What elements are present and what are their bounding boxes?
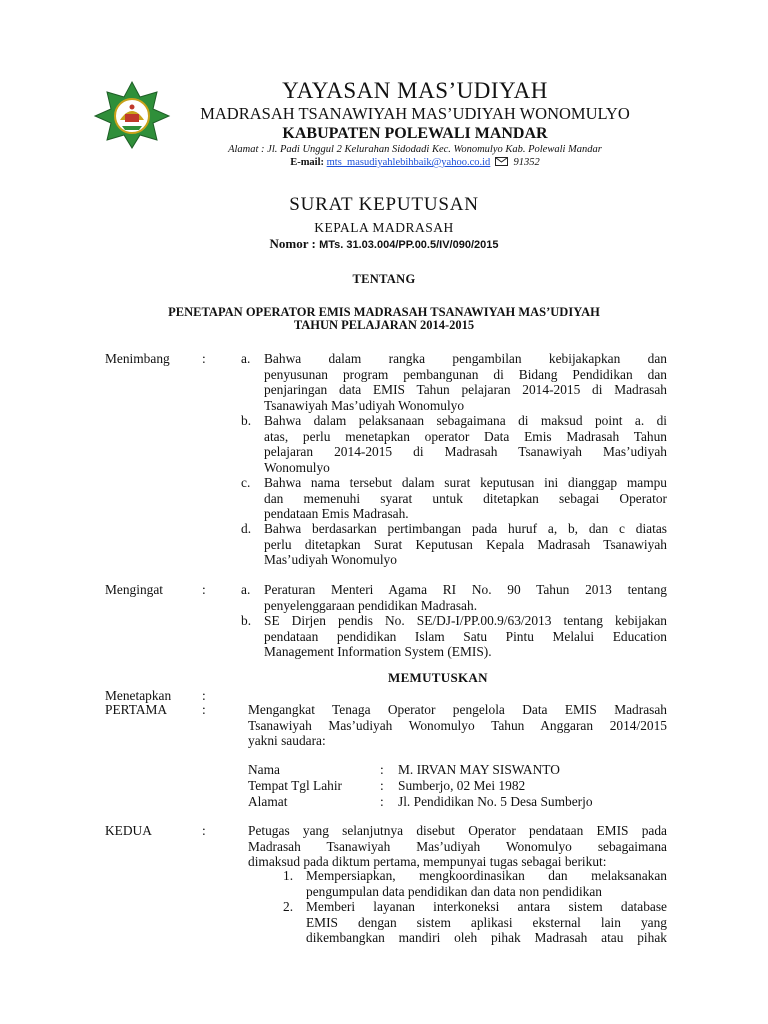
kedua-text <box>248 823 667 870</box>
mengingat-letter-a: a. <box>241 582 251 597</box>
text-line: dikembangkan mandiri oleh pihak Madrasah atau pihak <box>306 930 667 946</box>
menimbang-item-c <box>264 475 667 522</box>
mengingat-letter-b: b. <box>241 613 252 628</box>
text-line: Madrasah Tsanawiyah Mas’udiyah Wonomulyo sebagaimana <box>248 838 667 854</box>
number-value: MTs. 31.03.004/PP.00.5/IV/090/2015 <box>319 239 499 251</box>
subject-line-2: TAHUN PELAJARAN 2014-2015 <box>293 318 475 332</box>
text-line: Bahwa nama tersebut dalam surat keputusan ini dianggap mampu <box>264 475 667 490</box>
field-value-ttl: Sumberjo, 02 Mei 1982 <box>398 778 526 793</box>
school-address: Alamat : Jl. Padi Unggul 2 Kelurahan Sidodadi Kec. Wonomulyo Kab. Polewali Mandar <box>228 144 602 155</box>
text-line: SE Dirjen pendis No. SE/DJ-I/PP.00.9/63/2013 tentang kebijakan <box>264 613 667 628</box>
document-title: SURAT KEPUTUSAN <box>289 194 479 215</box>
menimbang-letter-c: c. <box>241 475 251 490</box>
subject-line-1: PENETAPAN OPERATOR EMIS MADRASAH TSANAWIYAH MAS’UDIYAH <box>168 305 600 319</box>
mengingat-item-b <box>264 613 667 660</box>
mengingat-colon: : <box>202 582 206 597</box>
field-label-alamat: Alamat <box>248 794 288 809</box>
menimbang-letter-d: d. <box>241 521 252 536</box>
task-1 <box>306 868 667 899</box>
text-line: penyelenggaraan pendidikan Madrasah. <box>264 597 478 613</box>
text-line: pelajaran 2014-2015 di Madrasah Tsanawiyah Mas’udiyah <box>264 444 667 460</box>
menimbang-item-d <box>264 521 667 568</box>
mengingat-label: Mengingat <box>105 582 164 597</box>
menimbang-label: Menimbang <box>105 351 170 366</box>
text-line: penjaringan data EMIS Tahun pelajaran 2014-2015 di Madrasah <box>264 382 667 398</box>
school-name: MADRASAH TSANAWIYAH MAS’UDIYAH WONOMULYO <box>200 104 630 123</box>
task-number-1: 1. <box>283 868 294 883</box>
task-number-2: 2. <box>283 899 294 914</box>
text-line: pendataan pendidikan Islam Satu Pintu Melalui Education <box>264 628 667 644</box>
pertama-label: PERTAMA <box>105 702 168 717</box>
kedua-label: KEDUA <box>105 823 152 838</box>
menimbang-letter-b: b. <box>241 413 252 428</box>
text-line: atas, perlu menetapkan operator Data Emis Madrasah Tahun <box>264 428 667 444</box>
text-line: dimaksud pada diktum pertama, mempunyai tugas sebagai berikut: <box>248 854 607 870</box>
text-line: Bahwa dalam rangka pengambilan kebijakapkan dan <box>264 351 667 366</box>
text-line: penyusunan program pembangunan di Bidang Pendidikan dan <box>264 366 667 382</box>
document-number <box>0 236 768 254</box>
text-line: Peraturan Menteri Agama RI No. 90 Tahun 2013 tentang <box>264 582 667 597</box>
text-line: Management Information System (EMIS). <box>264 644 492 660</box>
text-line: pengumpulan data pendidikan dan data non pendidikan <box>306 883 602 899</box>
text-line: perlu ditetapkan Surat Keputusan Kepala Madrasah Tsanawiyah <box>264 536 667 552</box>
contact-line <box>150 156 680 169</box>
text-line: yakni saudara: <box>248 733 326 749</box>
text-line: Memberi layanan interkoneksi antara sistem database <box>306 899 667 914</box>
menimbang-letter-a: a. <box>241 351 251 366</box>
email-link[interactable]: mts_masudiyahlebihbaik@yahoo.co.id <box>326 157 491 168</box>
menimbang-item-a <box>264 351 667 413</box>
field-colon: : <box>380 778 384 793</box>
envelope-icon <box>495 157 508 166</box>
menimbang-colon: : <box>202 351 206 366</box>
field-colon: : <box>380 762 384 777</box>
text-line: Bahwa berdasarkan pertimbangan pada huruf a, b, dan c diatas <box>264 521 667 536</box>
task-2 <box>306 899 667 946</box>
email-label: E-mail: <box>290 157 325 168</box>
pertama-colon: : <box>202 702 206 717</box>
text-line: Petugas yang selanjutnya disebut Operator pendataan EMIS pada <box>248 823 667 838</box>
menimbang-item-b <box>264 413 667 475</box>
foundation-name: YAYASAN MAS’UDIYAH <box>282 78 548 103</box>
tentang-heading: TENTANG <box>352 272 416 286</box>
document-issuer: KEPALA MADRASAH <box>314 220 454 235</box>
text-line: Tsanawiyah Mas’udiyah Wonomulyo <box>264 397 465 413</box>
text-line: dan memenuhi syarat untuk ditetapkan sebagai Operator <box>264 490 667 506</box>
number-label: Nomor : <box>269 236 316 251</box>
text-line: Wonomulyo <box>264 459 330 475</box>
text-line: Mengangkat Tenaga Operator pengelola Data EMIS Madrasah <box>248 702 667 717</box>
menetapkan-colon: : <box>202 688 206 703</box>
text-line: EMIS dengan sistem aplikasi eksternal lain yang <box>306 914 667 930</box>
field-value-alamat: Jl. Pendidikan No. 5 Desa Sumberjo <box>398 794 593 809</box>
memutuskan-heading: MEMUTUSKAN <box>388 670 488 685</box>
text-line: Mas’udiyah Wonomulyo <box>264 552 397 568</box>
kedua-colon: : <box>202 823 206 838</box>
text-line: pendataan Emis Madrasah. <box>264 506 409 522</box>
field-label-ttl: Tempat Tgl Lahir <box>248 778 343 793</box>
field-colon: : <box>380 794 384 809</box>
regency-name: KABUPATEN POLEWALI MANDAR <box>282 125 548 142</box>
text-line: Bahwa dalam pelaksanaan sebagaimana di maksud point a. di <box>264 413 667 428</box>
mengingat-item-a <box>264 582 667 613</box>
menetapkan-label: Menetapkan <box>105 688 172 703</box>
field-value-nama: M. IRVAN MAY SISWANTO <box>398 762 560 777</box>
text-line: Tsanawiyah Mas’udiyah Wonomulyo Tahun Anggaran 2014/2015 <box>248 717 667 733</box>
postal-code: 91352 <box>513 157 540 168</box>
field-label-nama: Nama <box>248 762 280 777</box>
text-line: Mempersiapkan, mengkoordinasikan dan melaksanakan <box>306 868 667 883</box>
pertama-text <box>248 702 667 749</box>
